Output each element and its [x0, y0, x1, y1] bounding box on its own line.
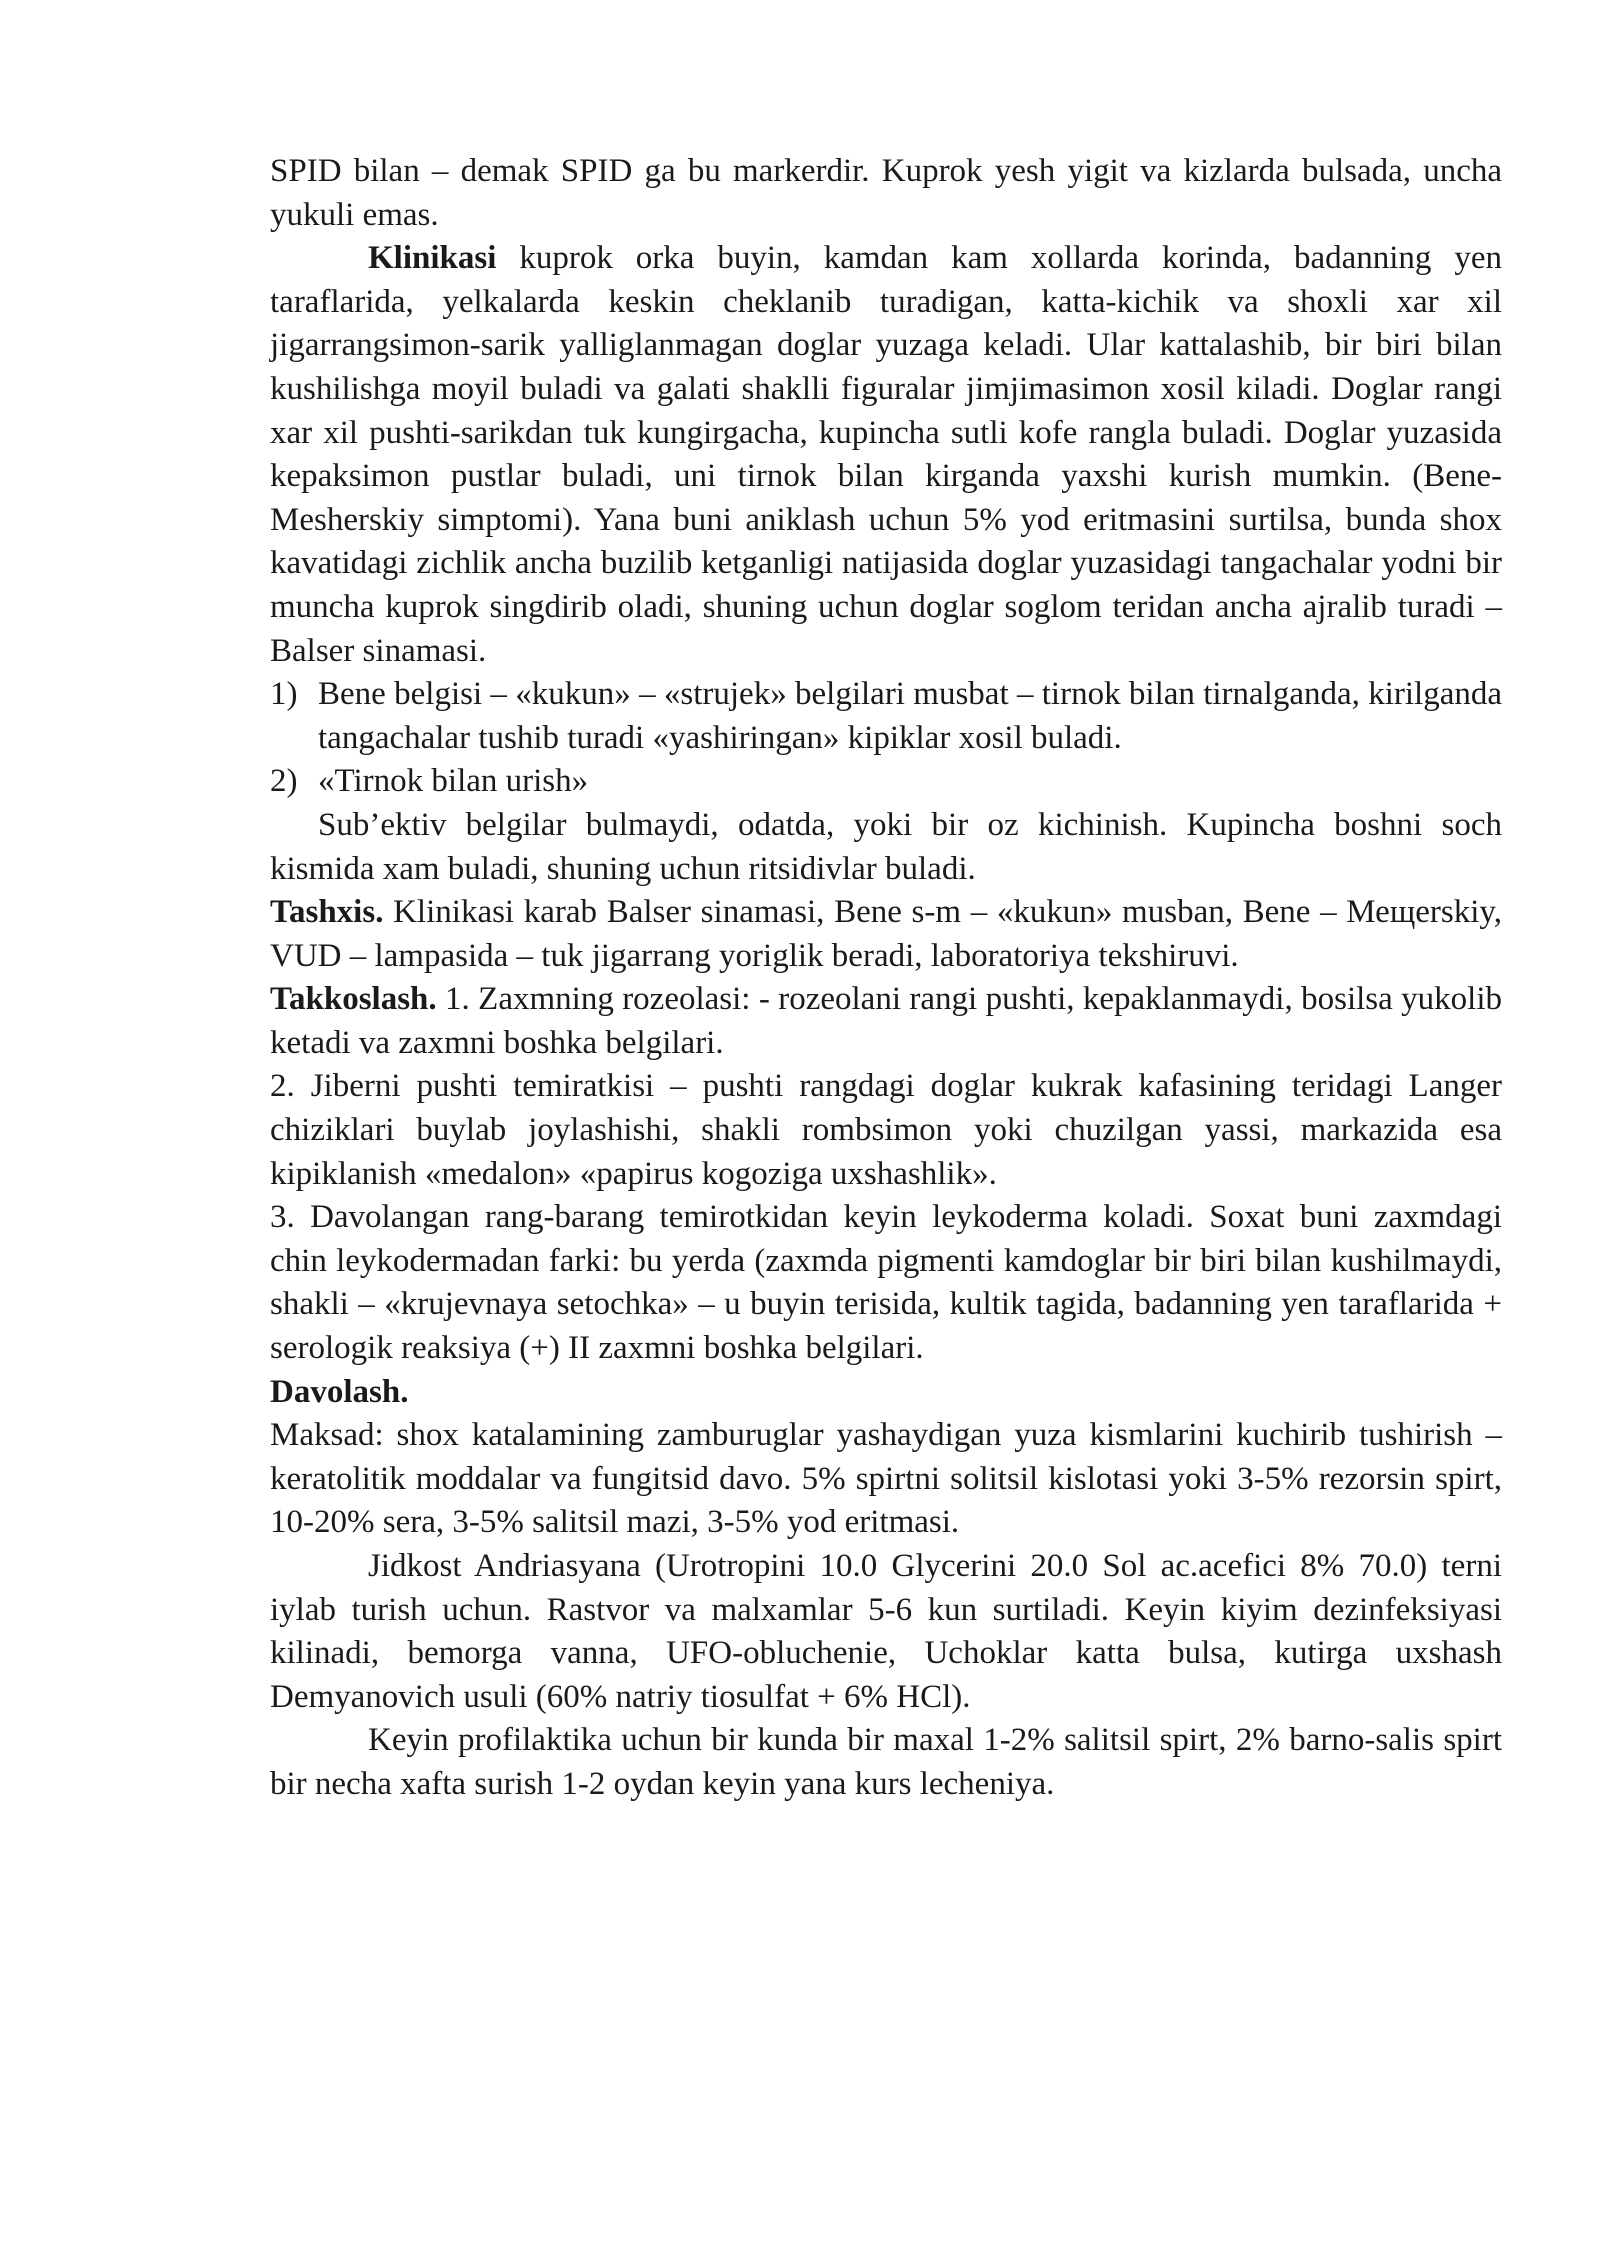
- takkoslash-text: 1. Zaxmning rozeolasi: - rozeolani rangi pushti, kepaklanmaydi, bosilsa yukolib ketadi va zaxmni boshka belgilari.: [270, 981, 1502, 1061]
- klinikasi-text: kuprok orka buyin, kamdan kam xollarda korinda, badanning yen taraflarida, yelkalarda keskin cheklanib turadigan, katta-kichik va shoxli xar xil jigarrangsimon-sarik yalliglanmagan doglar yuzaga keladi. Ular kattalashib, bir biri bilan kushilishga moyil buladi va galati shaklli figuralar jimjimasimon xosil kiladi. Doglar rangi xar xil pushti-sarikdan tuk kungirgacha, kupincha sutli kofe rangla buladi. Doglar yuzasida kepaksimon pustlar buladi, uni tirnok bilan kirganda yaxshi kurish mumkin. (Bene-Mesherskiy simptomi). Yana buni aniklash uchun 5% yod eritmasini surtilsa, bunda shox kavatidagi zichlik ancha buzilib ketganligi natijasida doglar yuzasidagi tangachalar yodni bir muncha kuprok singdirib oladi, shuning uchun doglar soglom teridan ancha ajralib turadi – Balser sinamasi.: [270, 240, 1502, 669]
- list-item: [270, 760, 1502, 804]
- takkoslash-label: Takkoslash.: [270, 981, 437, 1018]
- list-text: Bene belgisi – «kukun» – «strujek» belgilari musbat – tirnok bilan tirnalganda, kirilganda tangachalar tushib turadi «yashiringan» kipiklar xosil buladi.: [318, 676, 1502, 756]
- document-page: [270, 150, 1502, 1807]
- tashxis-label: Tashxis.: [270, 894, 384, 931]
- paragraph-takkoslash: [270, 978, 1502, 1065]
- paragraph-jidkost: Jidkost Andriasyana (Urotropini 10.0 Glycerini 20.0 Sol ac.acefici 8% 70.0) terni iylab turish uchun. Rastvor va malxamlar 5-6 kun surtiladi. Keyin kiyim dezinfeksiyasi kilinadi, bemorga vanna, UFO-obluchenie, Uchoklar katta bulsa, kutirga uxshash Demyanovich usuli (60% natriy tiosulfat + 6% HCl).: [270, 1548, 1502, 1715]
- list-number: 2): [270, 763, 298, 800]
- paragraph-maksad: Maksad: shox katalamining zamburuglar yashaydigan yuza kismlarini kuchirib tushirish – keratolitik moddalar va fungitsid davo. 5% spirtni solitsil kislotasi yoki 3-5% rezorsin spirt, 10-20% sera, 3-5% salitsil mazi, 3-5% yod eritmasi.: [270, 1417, 1502, 1541]
- paragraph-subjective: Sub’ektiv belgilar bulmaydi, odatda, yoki bir oz kichinish. Kupincha boshni soch kismida xam buladi, shuning uchun ritsidivlar buladi.: [270, 806, 1502, 887]
- paragraph-davolangan: 3. Davolangan rang-barang temirotkidan keyin leykoderma koladi. Soxat buni zaxmdagi chin leykodermadan farki: bu yerda (zaxmda pigmenti kamdoglar bir biri bilan kushilmaydi, shakli – «krujevnaya setochka» – u buyin terisida, kultik tagida, badanning yen taraflarida + serologik reaksiya (+) II zaxmni boshka belgilari.: [270, 1199, 1502, 1367]
- klinikasi-label: Klinikasi: [368, 240, 497, 277]
- list-item: [270, 673, 1502, 760]
- paragraph-keyin: Keyin profilaktika uchun bir kunda bir maxal 1-2% salitsil spirt, 2% barno-salis spirt bir necha xafta surish 1-2 oydan keyin yana kurs lecheniya.: [270, 1722, 1502, 1802]
- tashxis-text: Klinikasi karab Balser sinamasi, Bene s-m – «kukun» musban, Bene – Мещerskiy, VUD – lampasida – tuk jigarrang yoriglik beradi, laboratoriya tekshiruvi.: [270, 894, 1502, 974]
- paragraph-jiberni: 2. Jiberni pushti temiratkisi – pushti rangdagi doglar kukrak kafasining teridagi Langer chiziklari buylab joylashishi, shakli rombsimon yoki chuzilgan yassi, markazida esa kipiklanish «medalon» «papirus kogoziga uxshashlik».: [270, 1068, 1502, 1192]
- list-text: «Tirnok bilan urish»: [318, 763, 589, 800]
- davolash-heading: [270, 1371, 1502, 1415]
- paragraph-tashxis: [270, 891, 1502, 978]
- paragraph-spid: SPID bilan – demak SPID ga bu markerdir. Kuprok yesh yigit va kizlarda bulsada, uncha yukuli emas.: [270, 153, 1502, 233]
- davolash-heading-text: Davolash.: [270, 1373, 409, 1410]
- list-number: 1): [270, 676, 298, 713]
- paragraph-klinikasi: [270, 237, 1502, 673]
